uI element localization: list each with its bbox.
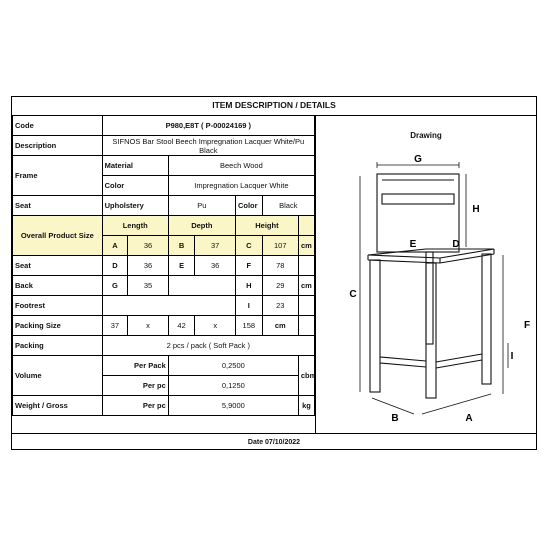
- back-leg-left: [426, 252, 433, 344]
- length-header: Length: [102, 216, 168, 236]
- backrest-panel: [382, 194, 454, 204]
- weight-per-pc-label: Per pc: [102, 396, 168, 416]
- volume-label: Volume: [13, 356, 103, 396]
- front-leg-left: [370, 260, 380, 392]
- dim-g-letter: G: [102, 276, 128, 296]
- weight-unit: kg: [298, 396, 314, 416]
- dim-b-value: 37: [195, 236, 236, 256]
- spec-sheet: [11, 96, 537, 450]
- header-empty-cell: [298, 216, 314, 236]
- dim-f-value: 78: [262, 256, 298, 276]
- dim-h-value: 29: [262, 276, 298, 296]
- packing-size-unit: cm: [262, 316, 298, 336]
- weight-value: 5,9000: [168, 396, 298, 416]
- material-label: Material: [102, 156, 168, 176]
- dim-c-letter: C: [235, 236, 262, 256]
- back-leg-right: [482, 254, 491, 384]
- drawing-title: Drawing: [410, 131, 442, 140]
- label-h: H: [472, 204, 480, 215]
- volume-per-pc-label: Per pc: [102, 376, 168, 396]
- volume-per-pc-value: 0,1250: [168, 376, 298, 396]
- seat-dimension-row: [13, 256, 315, 276]
- volume-unit: cbm: [298, 356, 314, 396]
- code-row: [13, 116, 315, 136]
- dim-a-letter: A: [102, 236, 128, 256]
- dim-c-value: 107: [262, 236, 298, 256]
- dim-d-value: 36: [128, 256, 169, 276]
- back-dim-label: Back: [13, 276, 103, 296]
- frame-color-value: Impregnation Lacquer White: [168, 176, 314, 196]
- dimension-header-row: [13, 216, 315, 236]
- dim-i-value: 23: [262, 296, 298, 316]
- dim-d-letter: D: [102, 256, 128, 276]
- frame-label: Frame: [13, 156, 103, 196]
- label-c: C: [349, 289, 357, 300]
- label-e: E: [409, 239, 417, 250]
- upholstery-value: Pu: [168, 196, 235, 216]
- packing-width: 42: [168, 316, 195, 336]
- footrest-unit-cell: [298, 296, 314, 316]
- description-value: SIFNOS Bar Stool Beech Impregnation Lacquer White/Pu Black: [102, 136, 314, 156]
- weight-row: [13, 396, 315, 416]
- label-i: I: [510, 351, 514, 362]
- frame-color-label: Color: [102, 176, 168, 196]
- depth-header: Depth: [168, 216, 235, 236]
- dim-b-letter: B: [168, 236, 195, 256]
- seat-label: Seat: [13, 196, 103, 216]
- seat-color-value: Black: [262, 196, 314, 216]
- label-d: D: [452, 239, 460, 250]
- code-value: P980,E8T ( P-00024169 ): [102, 116, 314, 136]
- packing-height: 158: [235, 316, 262, 336]
- dim-g-value: 35: [128, 276, 169, 296]
- packing-length: 37: [102, 316, 128, 336]
- overall-unit: cm: [298, 236, 314, 256]
- packing-value: 2 pcs / pack ( Soft Pack ): [102, 336, 314, 356]
- date-footer: Date 07/10/2022: [12, 433, 536, 451]
- weight-label: Weight / Gross: [13, 396, 103, 416]
- packing-row: [13, 336, 315, 356]
- frame-material-row: [13, 156, 315, 176]
- seat-dim-label: Seat: [13, 256, 103, 276]
- seat-unit-cell: [298, 256, 314, 276]
- label-g: G: [414, 154, 422, 165]
- dim-f-letter: F: [235, 256, 262, 276]
- label-b: B: [391, 413, 399, 424]
- backrest-frame: [377, 174, 459, 252]
- volume-per-pack-value: 0,2500: [168, 356, 298, 376]
- stool-drawing: [316, 132, 535, 432]
- overall-size-label: Overall Product Size: [13, 216, 103, 256]
- volume-per-pack-label: Per Pack: [102, 356, 168, 376]
- spec-table: [12, 115, 315, 416]
- dim-a-value: 36: [128, 236, 169, 256]
- footrest-dim-label: Footrest: [13, 296, 103, 316]
- footrest-empty: [102, 296, 235, 316]
- seat-color-label: Color: [235, 196, 262, 216]
- back-dimension-row: [13, 276, 315, 296]
- packing-size-row: [13, 316, 315, 336]
- packing-label: Packing: [13, 336, 103, 356]
- description-label: Description: [13, 136, 103, 156]
- label-a: A: [465, 413, 473, 424]
- dim-h-letter: H: [235, 276, 262, 296]
- packing-x2: x: [195, 316, 236, 336]
- sheet-title: ITEM DESCRIPTION / DETAILS: [212, 100, 336, 110]
- dim-e-value: 36: [195, 256, 236, 276]
- material-value: Beech Wood: [168, 156, 314, 176]
- description-row: [13, 136, 315, 156]
- front-leg-right: [426, 263, 436, 398]
- packing-size-empty: [298, 316, 314, 336]
- label-f: F: [523, 320, 531, 331]
- height-header: Height: [235, 216, 298, 236]
- volume-per-pack-row: [13, 356, 315, 376]
- seat-upholstery-row: [13, 196, 315, 216]
- dim-i-letter: I: [235, 296, 262, 316]
- code-label: Code: [13, 116, 103, 136]
- packing-size-label: Packing Size: [13, 316, 103, 336]
- back-unit: cm: [298, 276, 314, 296]
- packing-x1: x: [128, 316, 169, 336]
- upholstery-label: Upholstery: [102, 196, 168, 216]
- drawing-panel: [315, 115, 536, 433]
- footrest-dimension-row: [13, 296, 315, 316]
- dim-e-letter: E: [168, 256, 195, 276]
- back-depth-empty: [168, 276, 235, 296]
